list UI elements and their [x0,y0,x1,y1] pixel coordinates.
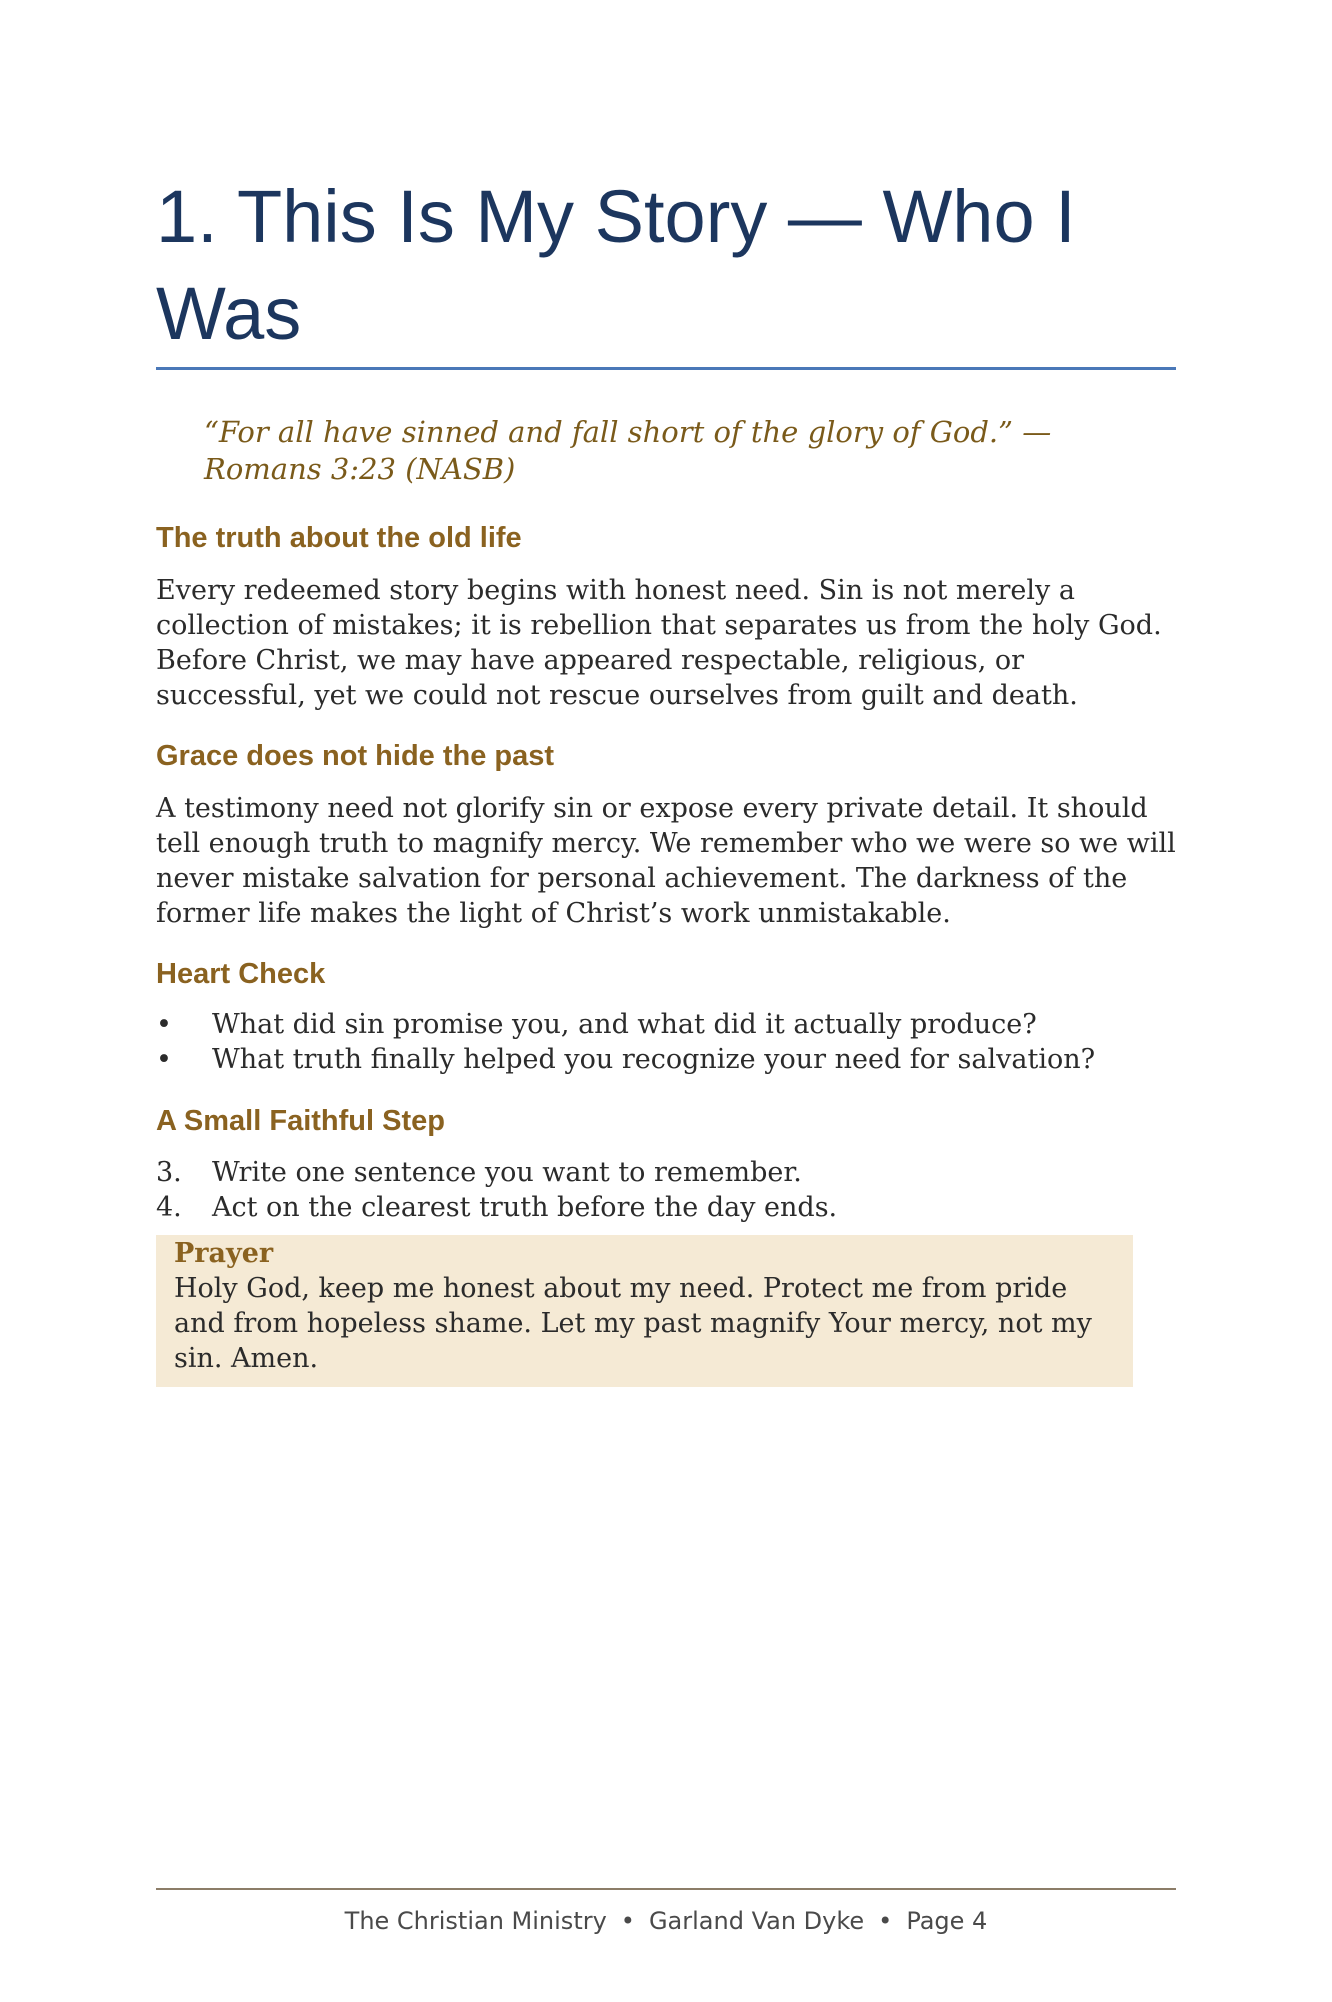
heart-check-heading: Heart Check [156,958,326,990]
list-item [156,1042,1176,1077]
footer-page-number: Page 4 [906,1907,988,1935]
bullet-marker: • [156,1009,172,1040]
prayer-text: Holy God, keep me honest about my need. Protect me from pride and from hopeless shame. Let my past magnify Your mercy, not my sin. Amen. [174,1273,1092,1374]
footer-author: Garland Van Dyke [648,1907,865,1935]
footer-separator: • [878,1907,893,1935]
prayer-box [156,1235,1133,1387]
list-number: 3. [156,1157,182,1188]
page-footer [156,1906,1176,1936]
page-title: 1. This Is My Story — Who I Was [156,175,1076,355]
list-item [156,1190,1176,1225]
scripture-epigraph: “For all have sinned and fall short of the glory of God.” — Romans 3:23 (NASB) [204,415,1052,486]
footer-separator: • [620,1907,635,1935]
list-item [156,1007,1176,1042]
list-item-text: Write one sentence you want to remember. [212,1157,802,1188]
heart-check-list [156,1007,1176,1077]
list-number: 4. [156,1192,182,1223]
list-item [156,1155,1176,1190]
faithful-step-heading: A Small Faithful Step [156,1105,445,1137]
bullet-marker: • [156,1044,172,1075]
footer-ministry: The Christian Ministry [344,1907,607,1935]
list-item-text: Act on the clearest truth before the day ends. [212,1192,838,1223]
section-heading-grace: Grace does not hide the past [156,740,555,772]
section-body-grace: A testimony need not glorify sin or expose every private detail. It should tell enough truth to magnify mercy. We remember who we were so we will never mistake salvation for personal achievement. The darkness of the former life makes the light of Christ’s work unmistakable. [156,793,1176,929]
title-divider [156,367,1176,370]
list-item-text: What truth finally helped you recognize your need for salvation? [212,1044,1096,1075]
section-body-old-life: Every redeemed story begins with honest need. Sin is not merely a collection of mistakes; it is rebellion that separates us from the holy God. Before Christ, we may have appeared respectable, religious, or successful, yet we could not rescue ourselves from guilt and death. [156,575,1162,711]
section-heading-old-life: The truth about the old life [156,522,522,554]
prayer-title: Prayer [174,1238,274,1269]
list-item-text: What did sin promise you, and what did it actually produce? [212,1009,1037,1040]
footer-divider [156,1888,1176,1890]
faithful-step-list [156,1155,1176,1225]
